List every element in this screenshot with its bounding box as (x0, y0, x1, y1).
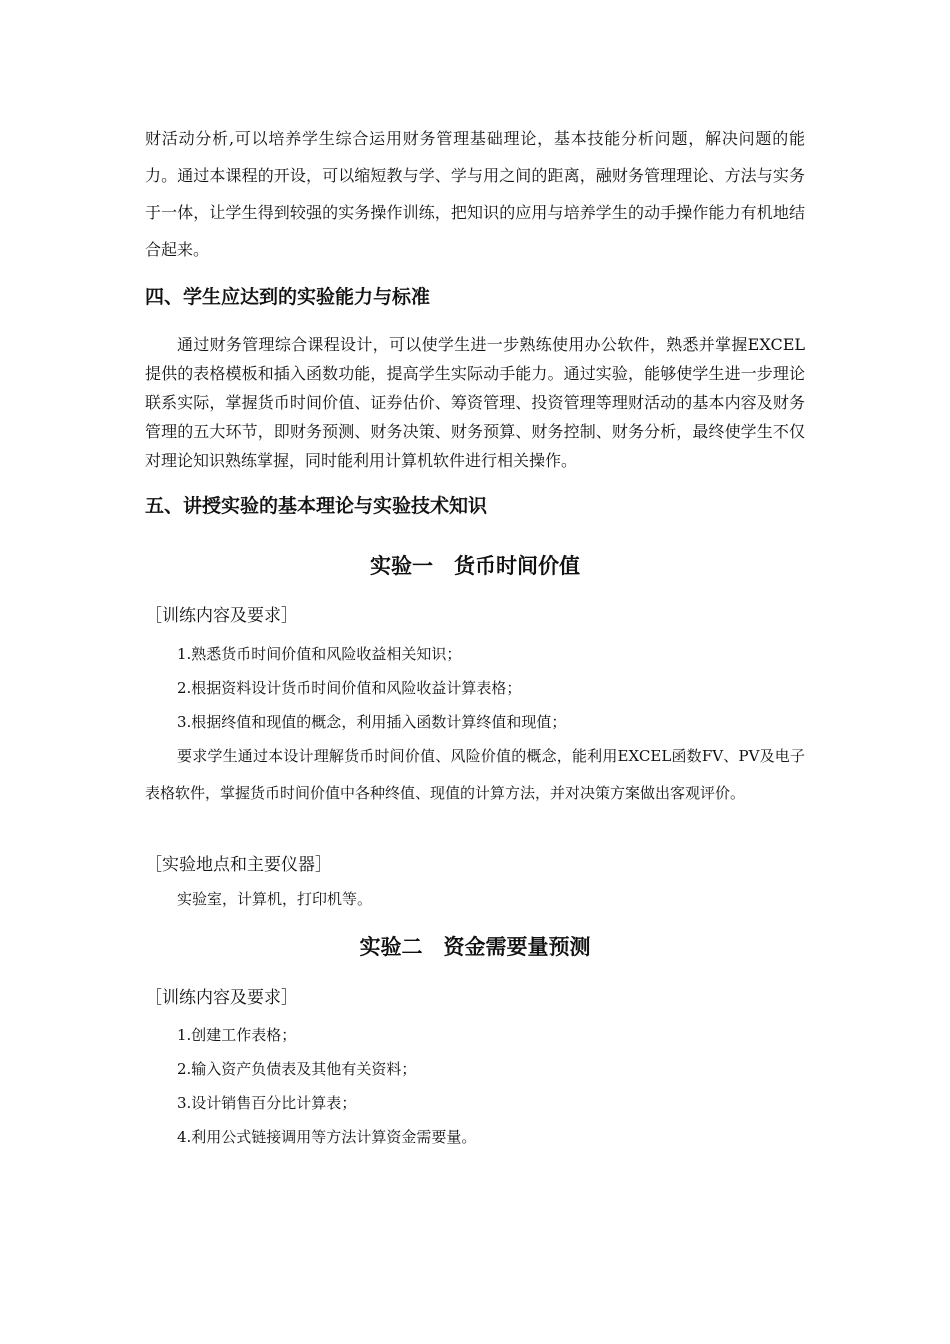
intro-paragraph: 财活动分析,可以培养学生综合运用财务管理基础理论，基本技能分析问题，解决问题的能力。通过本课程的开设，可以缩短教与学、学与用之间的距离，融财务管理理论、方法与实务于一体，让学生得到较强的实务操作训练，把知识的应用与培养学生的动手操作能力有机地结合起来。 (145, 129, 805, 259)
section-4-paragraph: 通过财务管理综合课程设计，可以使学生进一步熟练使用办公软件，熟悉并掌握EXCEL提供的表格模板和插入函数功能，提高学生实际动手能力。通过实验，能够使学生进一步理论联系实际，掌握货币时间价值、证券估价、筹资管理、投资管理等理财活动的基本内容及财务管理的五大环节，即财务预测、财务决策、财务预算、财务控制、财务分析，最终使学生不仅对理论知识熟练掌握，同时能利用计算机软件进行相关操作。 (145, 335, 805, 470)
experiment-2-item: 2.输入资产负债表及其他有关资料； (177, 1060, 417, 1078)
experiment-1-location-label: ［实验地点和主要仪器］ (145, 855, 332, 875)
experiment-1-location: 实验室，计算机，打印机等。 (177, 890, 373, 908)
section-4-heading: 四、学生应达到的实验能力与标准 (145, 286, 431, 308)
experiment-2-item: 4.利用公式链接调用等方法计算资金需要量。 (177, 1128, 477, 1146)
experiment-1-item: 1.熟悉货币时间价值和风险收益相关知识； (177, 645, 462, 663)
experiment-2-item: 3.设计销售百分比计算表； (177, 1094, 357, 1112)
experiment-1-item: 3.根据终值和现值的概念，利用插入函数计算终值和现值； (177, 713, 567, 731)
experiment-1-training-label: ［训练内容及要求］ (145, 606, 298, 626)
experiment-1-requirement: 要求学生通过本设计理解货币时间价值、风险价值的概念，能利用EXCEL函数FV、PV及电子表格软件，掌握货币时间价值中各种终值、现值的计算方法，并对决策方案做出客观评价。 (145, 747, 805, 802)
section-5-heading: 五、讲授实验的基本理论与实验技术知识 (145, 495, 488, 517)
experiment-1-item: 2.根据资料设计货币时间价值和风险收益计算表格； (177, 679, 522, 697)
experiment-2-item: 1.创建工作表格； (177, 1026, 297, 1044)
experiment-1-title: 实验一 货币时间价值 (370, 554, 580, 578)
experiment-2-title: 实验二 资金需要量预测 (359, 935, 591, 959)
experiment-2-training-label: ［训练内容及要求］ (145, 988, 298, 1008)
